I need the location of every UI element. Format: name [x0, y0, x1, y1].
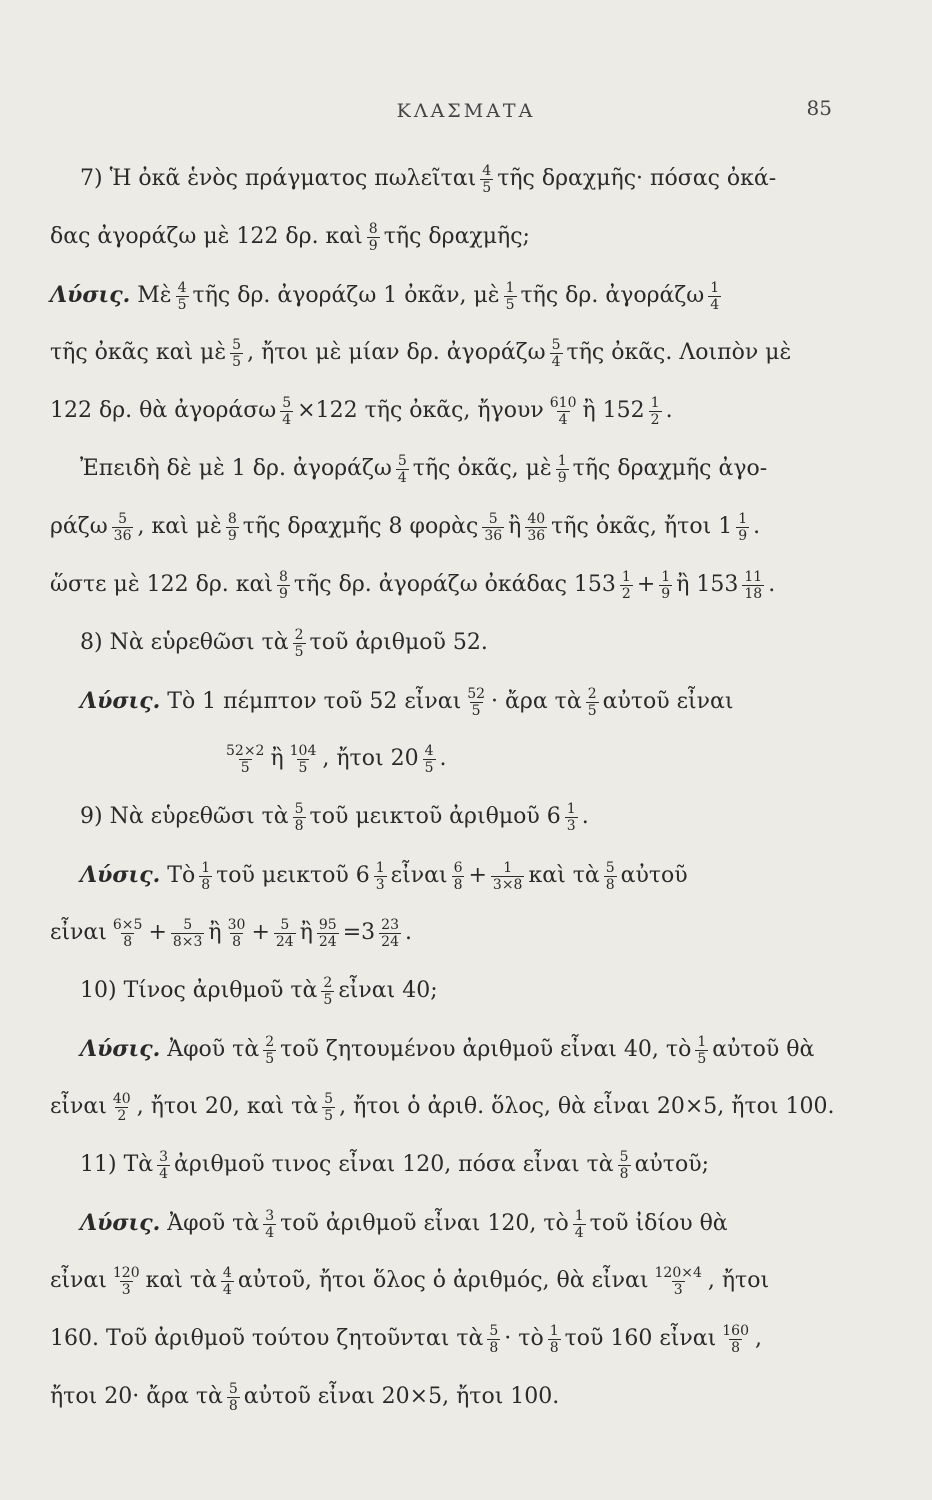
text: , ἤτοι 20, καὶ τὰ — [136, 1094, 319, 1119]
text: ἢ — [208, 920, 222, 945]
text: , ἤτοι ὁ ἀριθ. ὅλος, θὰ εἶναι 20×5, ἤτοι 100. — [339, 1094, 835, 1119]
denominator: 8 — [549, 1339, 559, 1356]
fraction — [649, 395, 662, 428]
fraction — [504, 280, 517, 313]
denominator: 8 — [294, 817, 304, 834]
numerator: 40 — [112, 1090, 131, 1107]
denominator: 9 — [368, 237, 378, 254]
text: 122 δρ. θὰ ἀγοράσω — [50, 398, 277, 423]
numerator: 1 — [621, 568, 631, 585]
text: τῆς ὀκᾶς, ἤτοι 1 — [551, 514, 733, 539]
fraction — [586, 686, 599, 719]
denominator: 8 — [201, 876, 211, 893]
fraction — [322, 1091, 335, 1124]
text: αὐτοῦ — [620, 863, 688, 888]
numerator: 2 — [265, 1033, 275, 1050]
numerator: 5 — [282, 394, 292, 411]
denominator: 5 — [232, 353, 242, 370]
text: ἤτοι 20· ἄρα τὰ — [50, 1384, 223, 1409]
problem-11-solution-line — [50, 1310, 850, 1368]
text: ἀριθμοῦ τινος εἶναι 120, πόσα εἶναι τὰ — [174, 1152, 614, 1177]
text: 160. Τοῦ ἀριθμοῦ τούτου ζητοῦνται τὰ — [50, 1326, 484, 1351]
numerator: 4 — [482, 162, 492, 179]
text: ράζω — [50, 514, 108, 539]
numerator: 1 — [697, 1033, 707, 1050]
numerator: 6×5 — [112, 916, 143, 933]
text: δας ἀγοράζω μὲ 122 δρ. καὶ — [50, 224, 363, 249]
numerator: 5 — [294, 800, 304, 817]
text: + — [148, 920, 167, 945]
page-body — [50, 150, 850, 1426]
denominator: 3 — [673, 1281, 683, 1298]
text: ἢ — [299, 920, 313, 945]
fraction — [321, 975, 334, 1008]
denominator: 24 — [318, 933, 337, 950]
text: τῆς ὀκᾶς. Λοιπὸν μὲ — [566, 340, 792, 365]
fraction — [736, 511, 749, 544]
problem-7-solution-line — [50, 382, 850, 440]
denominator: 4 — [558, 411, 568, 428]
text: . — [768, 572, 776, 597]
fraction — [274, 917, 296, 950]
denominator: 5 — [324, 1107, 334, 1124]
fraction — [550, 337, 563, 370]
text: εἶναι — [390, 863, 448, 888]
text: τῆς ὀκᾶς καὶ μὲ — [50, 340, 227, 365]
text: τοῦ 160 εἶναι — [564, 1326, 717, 1351]
denominator: 5 — [424, 759, 434, 776]
numerator: 5 — [397, 452, 407, 469]
solution-label: Λύσις. — [80, 1210, 161, 1236]
fraction — [224, 743, 266, 776]
fraction — [604, 860, 617, 893]
problem-7-solution-line — [50, 440, 850, 498]
denominator: 4 — [551, 353, 561, 370]
fraction — [525, 511, 547, 544]
text: τῆς δρ. ἀγοράζω ὀκάδας 153 — [293, 572, 616, 597]
fraction — [226, 917, 248, 950]
fraction — [423, 743, 436, 776]
denominator: 8 — [123, 933, 133, 950]
text: τῆς δραχμῆς ἀγο- — [572, 456, 768, 481]
fraction — [157, 1149, 170, 1182]
fraction — [491, 860, 525, 893]
fraction — [653, 1265, 704, 1298]
text: αὐτοῦ, ἤτοι ὅλος ὁ ἀριθμός, θὰ εἶναι — [237, 1268, 649, 1293]
denominator: 8 — [232, 933, 241, 950]
solution-label: Λύσις. — [80, 1036, 161, 1062]
text: καὶ τὰ — [528, 863, 600, 888]
fraction — [221, 1265, 234, 1298]
fraction — [482, 511, 504, 544]
numerator: 30 — [227, 916, 246, 933]
problem-7-statement-cont — [50, 208, 850, 266]
denominator: 9 — [279, 585, 288, 602]
fraction — [111, 917, 145, 950]
text: εἶναι — [50, 920, 107, 945]
fraction — [573, 1208, 586, 1241]
text: αὐτοῦ θὰ — [712, 1037, 815, 1062]
numerator: 5 — [232, 336, 242, 353]
fraction — [112, 511, 134, 544]
denominator: 3 — [566, 817, 576, 834]
fraction — [487, 1323, 500, 1356]
numerator: 1 — [574, 1207, 584, 1224]
numerator: 5 — [551, 336, 561, 353]
denominator: 9 — [227, 527, 237, 544]
text: + — [468, 863, 487, 888]
problem-7-statement — [50, 150, 850, 208]
fraction — [111, 1091, 133, 1124]
numerator: 1 — [503, 859, 513, 876]
text: . — [581, 804, 589, 829]
numerator: 8 — [279, 568, 288, 585]
numerator: 95 — [318, 916, 337, 933]
text: 7) Ἡ ὀκᾶ ἑνὸς πράγματος πωλεῖται — [80, 166, 477, 191]
numerator: 5 — [183, 916, 193, 933]
problem-11-statement — [50, 1136, 850, 1194]
denominator: 36 — [527, 527, 546, 544]
text: . — [404, 920, 412, 945]
text: αὐτοῦ εἶναι — [602, 689, 734, 714]
text: εἶναι — [50, 1268, 107, 1293]
numerator: 120×4 — [654, 1264, 702, 1281]
numerator: 8 — [227, 510, 237, 527]
text: Ἀφοῦ τὰ — [167, 1211, 260, 1236]
fraction — [171, 917, 205, 950]
numerator: 4 — [424, 742, 434, 759]
fraction — [263, 1034, 276, 1067]
text: τῆς δρ. ἀγοράζω — [520, 283, 705, 308]
problem-10-statement — [50, 962, 850, 1020]
numerator: 3 — [265, 1207, 275, 1224]
numerator: 11 — [744, 568, 763, 585]
fraction — [548, 1323, 561, 1356]
numerator: 4 — [177, 279, 187, 296]
text: + — [636, 572, 656, 597]
text: τοῦ ἀριθμοῦ εἶναι 120, τὸ — [280, 1211, 569, 1236]
problem-9-result — [50, 904, 850, 962]
text: ἢ 153 — [676, 572, 739, 597]
numerator: 23 — [381, 916, 399, 933]
denominator: 5 — [265, 1050, 275, 1067]
page-number: 85 — [806, 96, 832, 120]
denominator: 5 — [587, 702, 597, 719]
fraction — [465, 686, 487, 719]
problem-8-solution — [50, 672, 850, 730]
solution-label: Λύσις. — [80, 862, 161, 888]
denominator: 8 — [619, 1165, 629, 1182]
numerator: 5 — [280, 916, 290, 933]
fraction — [280, 395, 293, 428]
numerator: 8 — [368, 220, 378, 237]
denominator: 9 — [738, 527, 748, 544]
denominator: 5 — [505, 296, 515, 313]
text: ἢ — [508, 514, 522, 539]
fraction — [293, 627, 306, 660]
solution-label: Λύσις. — [50, 282, 131, 308]
problem-8-statement — [50, 614, 850, 672]
denominator: 9 — [557, 469, 567, 486]
numerator: 2 — [587, 685, 597, 702]
numerator: 5 — [619, 1148, 629, 1165]
numerator: 1 — [201, 859, 211, 876]
denominator: 2 — [117, 1107, 127, 1124]
denominator: 5 — [240, 759, 250, 776]
text: , — [755, 1326, 762, 1351]
text: + — [251, 920, 270, 945]
text: · ἄρα τὰ — [491, 689, 582, 714]
denominator: 8 — [489, 1339, 499, 1356]
text: τοῦ μεικτοῦ ἀριθμοῦ 6 — [309, 804, 561, 829]
text: τοῦ ζητουμένου ἀριθμοῦ εἶναι 40, τὸ — [280, 1037, 692, 1062]
denominator: 8 — [453, 876, 463, 893]
text: αὐτοῦ εἶναι 20×5, ἤτοι 100. — [243, 1384, 560, 1409]
denominator: 4 — [574, 1224, 584, 1241]
numerator: 5 — [605, 859, 615, 876]
numerator: 1 — [566, 800, 576, 817]
numerator: 610 — [549, 394, 577, 411]
problem-11-solution — [50, 1194, 850, 1252]
text: Τὸ 1 πέμπτον τοῦ 52 εἶναι — [167, 689, 462, 714]
text: , ἤτοι — [707, 1268, 770, 1293]
fraction — [367, 221, 380, 254]
fraction — [396, 453, 409, 486]
problem-7-solution — [50, 266, 850, 324]
denominator: 2 — [621, 585, 631, 602]
problem-11-solution-line — [50, 1252, 850, 1310]
problem-10-solution — [50, 1020, 850, 1078]
numerator: 120 — [112, 1264, 140, 1281]
numerator: 40 — [527, 510, 546, 527]
denominator: 8×3 — [172, 933, 203, 950]
denominator: 4 — [222, 1281, 232, 1298]
numerator: 2 — [294, 626, 304, 643]
fraction — [720, 1323, 751, 1356]
numerator: 5 — [488, 510, 498, 527]
numerator: 5 — [228, 1380, 238, 1397]
text: τοῦ ἀριθμοῦ 52. — [309, 630, 488, 655]
denominator: 8 — [731, 1339, 741, 1356]
fraction — [618, 1149, 631, 1182]
denominator: 36 — [484, 527, 503, 544]
numerator: 5 — [118, 510, 128, 527]
text: ἢ — [270, 746, 284, 771]
fraction — [263, 1208, 276, 1241]
denominator: 3 — [375, 876, 385, 893]
text: ×122 τῆς ὀκᾶς, ἤγουν — [297, 398, 544, 423]
denominator: 4 — [282, 411, 292, 428]
numerator: 5 — [324, 1090, 334, 1107]
fraction — [317, 917, 339, 950]
numerator: 1 — [650, 394, 660, 411]
denominator: 5 — [294, 643, 304, 660]
text: τοῦ ἰδίου θὰ — [589, 1211, 728, 1236]
numerator: 104 — [289, 742, 317, 759]
numerator: 52 — [467, 685, 486, 702]
fraction — [230, 337, 243, 370]
text: τοῦ μεικτοῦ 6 — [216, 863, 370, 888]
denominator: 24 — [381, 933, 399, 950]
text: τῆς δραχμῆς 8 φορὰς — [242, 514, 479, 539]
denominator: 9 — [661, 585, 671, 602]
denominator: 3×8 — [492, 876, 523, 893]
fraction — [277, 569, 290, 602]
text: Μὲ — [137, 283, 172, 308]
text: τῆς δραχμῆς· πόσας ὀκά- — [497, 166, 777, 191]
solution-label: Λύσις. — [80, 688, 161, 714]
problem-7-solution-line — [50, 324, 850, 382]
numerator: 160 — [722, 1322, 749, 1339]
text: , ἤτοι μὲ μίαν δρ. ἀγοράζω — [247, 340, 546, 365]
numerator: 1 — [710, 279, 720, 296]
fraction — [480, 163, 493, 196]
numerator: 1 — [557, 452, 567, 469]
fraction — [199, 860, 212, 893]
text: . — [665, 398, 673, 423]
denominator: 5 — [323, 991, 333, 1008]
fraction — [226, 511, 239, 544]
fraction — [293, 801, 306, 834]
text: τῆς ὀκᾶς, μὲ — [412, 456, 552, 481]
fraction — [742, 569, 764, 602]
fraction — [556, 453, 569, 486]
problem-7-answer — [50, 556, 850, 614]
fraction — [620, 569, 633, 602]
text: 11) Τὰ — [80, 1152, 154, 1177]
fraction — [288, 743, 319, 776]
denominator: 8 — [605, 876, 615, 893]
denominator: 5 — [177, 296, 187, 313]
fraction — [452, 860, 465, 893]
fraction — [565, 801, 578, 834]
denominator: 18 — [744, 585, 763, 602]
denominator: 5 — [697, 1050, 707, 1067]
text: Τὸ — [167, 863, 196, 888]
text: αὐτοῦ; — [634, 1152, 710, 1177]
numerator: 1 — [505, 279, 515, 296]
text: =3 — [342, 920, 376, 945]
denominator: 5 — [298, 759, 308, 776]
denominator: 4 — [710, 296, 720, 313]
denominator: 5 — [471, 702, 481, 719]
denominator: 4 — [265, 1224, 275, 1241]
fraction — [176, 280, 189, 313]
numerator: 1 — [549, 1322, 559, 1339]
text: · τὸ — [504, 1326, 544, 1351]
text: ὥστε μὲ 122 δρ. καὶ — [50, 572, 273, 597]
denominator: 4 — [159, 1165, 169, 1182]
denominator: 2 — [650, 411, 660, 428]
fraction — [374, 860, 387, 893]
denominator: 4 — [397, 469, 407, 486]
fraction — [548, 395, 579, 428]
text: ἢ 152 — [582, 398, 645, 423]
text: εἶναι 40; — [338, 978, 438, 1003]
fraction — [111, 1265, 142, 1298]
fraction — [695, 1034, 708, 1067]
problem-9-solution — [50, 846, 850, 904]
numerator: 1 — [375, 859, 385, 876]
text: . — [753, 514, 761, 539]
text: , καὶ μὲ — [137, 514, 222, 539]
text: 9) Νὰ εὑρεθῶσι τὰ — [80, 804, 289, 829]
running-title: ΚΛΑΣΜΑΤΑ — [396, 100, 536, 122]
text: Ἀφοῦ τὰ — [167, 1037, 260, 1062]
text: τῆς δρ. ἀγοράζω 1 ὀκᾶν, μὲ — [192, 283, 500, 308]
fraction — [227, 1381, 240, 1414]
denominator: 3 — [121, 1281, 131, 1298]
numerator: 2 — [323, 974, 333, 991]
denominator: 5 — [482, 179, 492, 196]
problem-9-statement — [50, 788, 850, 846]
problem-8-result — [50, 730, 850, 788]
numerator: 1 — [738, 510, 748, 527]
text: εἶναι — [50, 1094, 107, 1119]
denominator: 36 — [113, 527, 132, 544]
denominator: 8 — [228, 1397, 238, 1414]
text: τῆς δραχμῆς; — [383, 224, 530, 249]
numerator: 52×2 — [226, 742, 265, 759]
fraction — [659, 569, 672, 602]
problem-7-solution-line — [50, 498, 850, 556]
text: καὶ τὰ — [145, 1268, 217, 1293]
problem-11-answer — [50, 1368, 850, 1426]
fraction — [708, 280, 721, 313]
numerator: 4 — [222, 1264, 232, 1281]
fraction — [379, 917, 401, 950]
text: Ἐπειδὴ δὲ μὲ 1 δρ. ἀγοράζω — [80, 456, 392, 481]
problem-10-result — [50, 1078, 850, 1136]
denominator: 24 — [275, 933, 294, 950]
numerator: 6 — [453, 859, 463, 876]
numerator: 3 — [159, 1148, 169, 1165]
page-header — [0, 92, 932, 132]
text: 8) Νὰ εὑρεθῶσι τὰ — [80, 630, 289, 655]
text: 10) Τίνος ἀριθμοῦ τὰ — [80, 978, 318, 1003]
numerator: 1 — [661, 568, 671, 585]
text: , ἤτοι 20 — [322, 746, 419, 771]
text: . — [439, 746, 447, 771]
numerator: 5 — [489, 1322, 499, 1339]
